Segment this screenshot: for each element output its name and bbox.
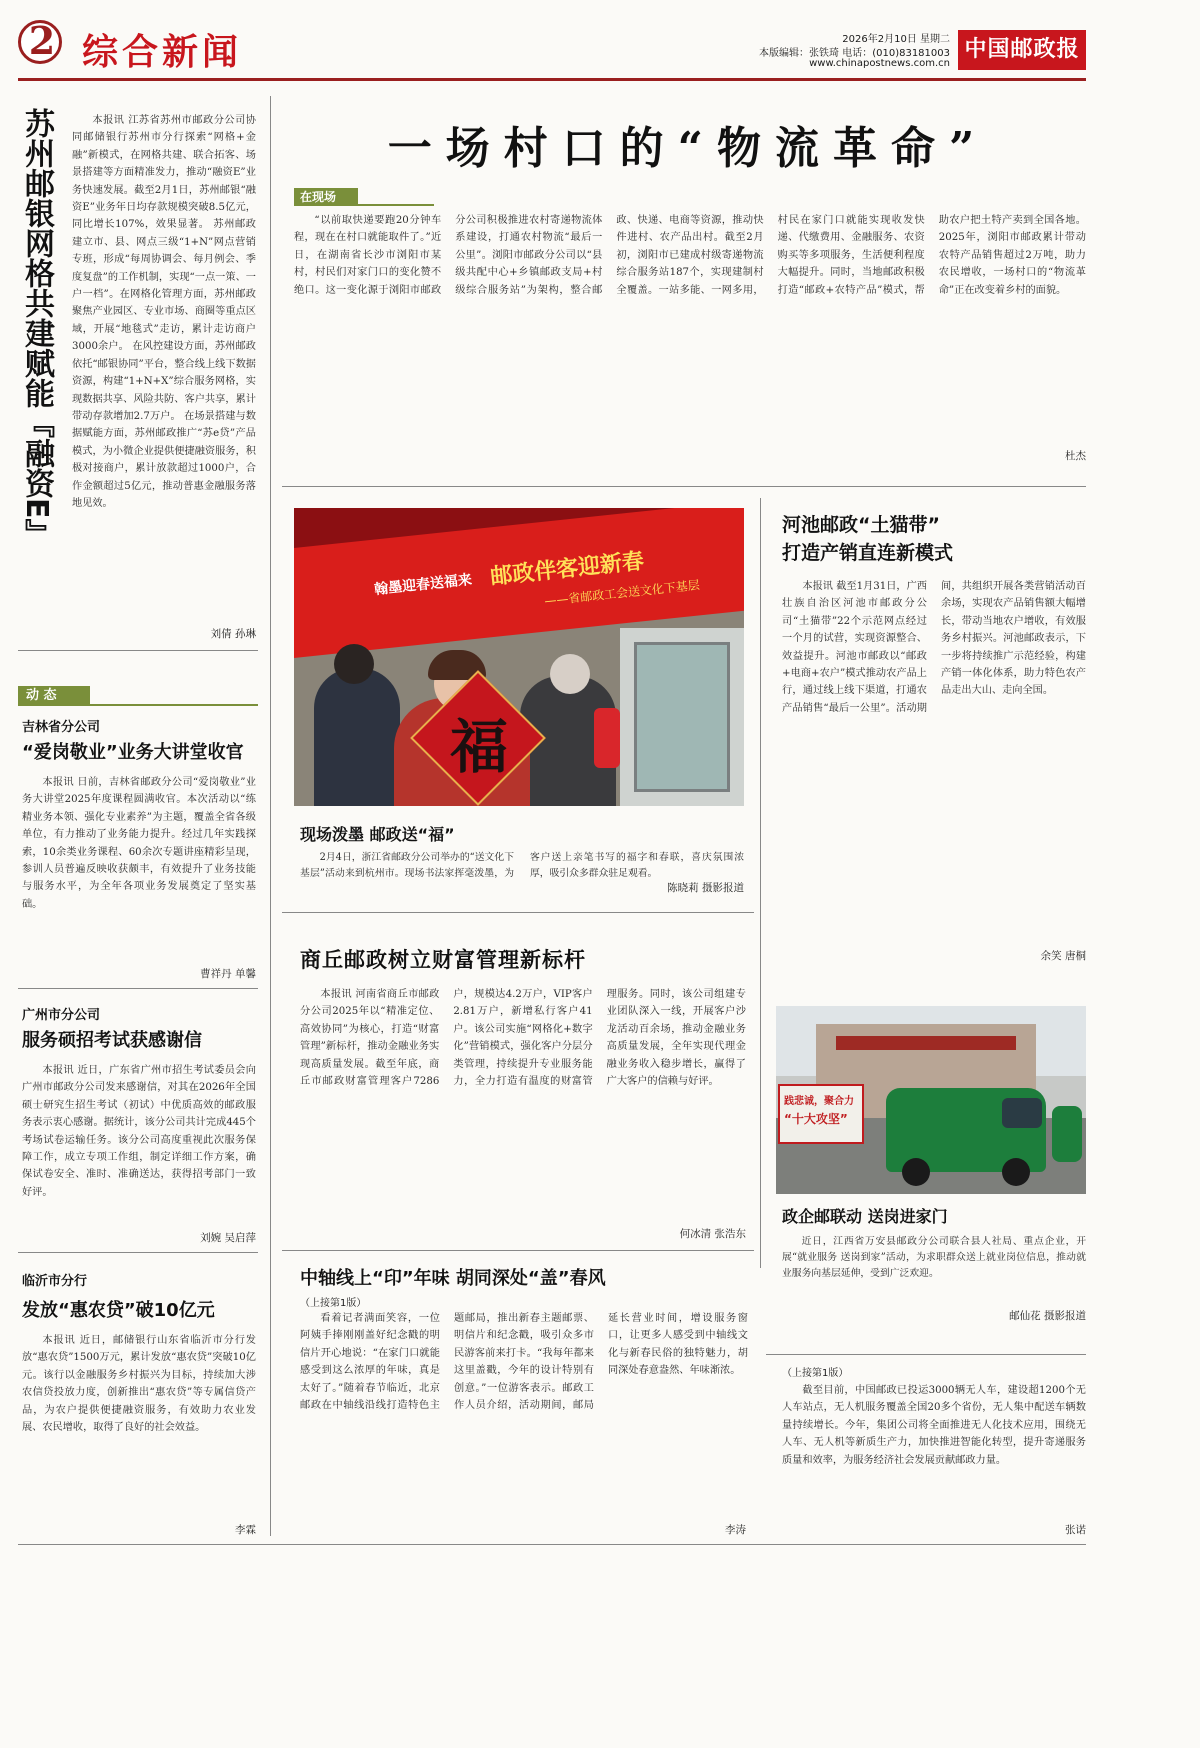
zhongzhou-kicker: （上接第1版） — [300, 1298, 367, 1309]
suzhou-byline: 刘倩 孙琳 — [210, 628, 256, 640]
guangzhou-byline: 刘婉 吴启萍 — [200, 1232, 256, 1244]
website: www.chinapostnews.com.cn — [809, 58, 950, 69]
zhongzhou-headline: 中轴线上“印”年味 胡同深处“盖”春风 — [300, 1268, 606, 1289]
jilin-body: 本报讯 日前，吉林省邮政分公司“爱岗敬业”业务大讲堂2025年度课程圆满收官。本次活动以“练精业务本领、强化专业素养”为主题，覆盖全省各级单位，有力推动了业务能力提升。经过几年实践探索，10余类业务课程、60余次专题讲座精彩呈现，参训人员普遍反映收获颇丰，有效提升了业务技能与服务水平，为全年各项业务发展奠定了坚实基础。 — [22, 777, 256, 910]
banner-text: 邮政伴客迎新春 — [489, 549, 646, 590]
photo-fu-event — [294, 508, 744, 806]
linyi-org: 临沂市分行 — [22, 1274, 88, 1289]
editor-line: 本版编辑：张铁琦 电话：(010)83181003 — [759, 48, 950, 59]
divider — [282, 912, 754, 913]
banner-small-text: 翰墨迎春送福来 — [373, 571, 473, 599]
zhongzhou-body: 看着记者满面笑容，一位阿姨手捧刚刚盖好纪念戳的明信片开心地说：“在家门口就能感受到这么浓厚的年味，真是太好了。”随着春节临近，北京邮政在中轴线沿线打造特色主题邮局，推出新春主题邮票、明信片和纪念戳，吸引众多市民游客前来打卡。“我每年都来这里盖戳，今年的设计特别有创意。”一位游客表示。邮政工作人员介绍，活动期间，邮局延长营业时间，增设服务窗口，让更多人感受到中轴线文化与新春民俗的独特魅力，胡同深处春意盎然、年味渐浓。 — [300, 1313, 748, 1412]
bottomright-kicker: （上接第1版） — [782, 1368, 849, 1379]
lead-body: “以前取快递要跑20分钟车程，现在在村口就能取件了。”近日，在湖南省长沙市浏阳市某村，村民们对家门口的变化赞不绝口。这一变化源于浏阳市邮政分公司积极推进农村寄递物流体系建设，打通农村物流“最后一公里”。浏阳市邮政分公司以“县级共配中心+乡镇邮政支局+村级综合服务站”为架构，整合邮政、快递、电商等资源，推动快件进村、农产品出村。截至2月初，浏阳市已建成村级寄递物流综合服务站187个，实现建制村全覆盖。一站多能、一网多用，村民在家门口就能实现收发快递、代缴费用、金融服务、农资购买等多项服务，生活便利程度大幅提升。同时，当地邮政积极打造“邮政+农特产品”模式，帮助农户把土特产卖到全国各地。2025年，浏阳市邮政累计带动农特产品销售超过2万吨，助力农民增收，一场村口的“物流革命”正在改变着乡村的面貌。 — [294, 215, 1086, 296]
zhongzhou-byline: 李涛 — [725, 1524, 746, 1536]
hechi-body: 本报讯 截至1月31日，广西壮族自治区河池市邮政分公司“土猫带”22个示范网点经过一个月的试营，实现资源整合、效益提升。河池市邮政以“邮政+电商+农户”模式推动农产品上行，通过线上线下渠道，打通农产品销售“最后一公里”。活动期间，共组织开展各类营销活动百余场，实现农产品销售额大幅增长，带动当地农户增收，有效服务乡村振兴。河池邮政表示，下一步将持续推广示范经验，构建产销一体化体系，助力特色农产品走出大山、走向全国。 — [782, 581, 1086, 714]
photo1-caption-body: 2月4日，浙江省邮政分公司举办的“送文化下基层”活动来到杭州市。现场书法家挥毫泼墨，为客户送上亲笔书写的福字和春联，喜庆氛围浓厚，吸引众多群众驻足观看。 — [300, 852, 744, 879]
linyi-title: 发放“惠农贷”破10亿元 — [22, 1300, 215, 1321]
column-divider — [760, 498, 761, 1268]
jilin-title: “爱岗敬业”业务大讲堂收官 — [22, 742, 244, 763]
guangzhou-org: 广州市分公司 — [22, 1008, 101, 1023]
dongtai-tab: 动 态 — [18, 686, 90, 706]
guangzhou-body: 本报讯 近日，广东省广州市招生考试委员会向广州市邮政分公司发来感谢信，对其在2026年全国硕士研究生招生考试（初试）中优质高效的邮政服务表示衷心感谢。据统计，该分公司共计完成445个考场试卷运输任务。该分公司高度重视此次服务保障工作，成立专项工作组，制定详细工作方案，确保试卷安全、准时、准确送达，获得招考部门一致好评。 — [22, 1065, 256, 1198]
column-divider — [270, 96, 271, 1536]
photo2-caption-body: 近日，江西省万安县邮政分公司联合县人社局、重点企业，开展“就业服务 送岗到家”活动，为求职群众送上就业岗位信息，推动就业服务向基层延伸，受到广泛欢迎。 — [782, 1236, 1086, 1279]
banner-text: 践悲诚，聚合力 — [784, 1096, 854, 1107]
suzhou-headline: 苏州邮银网格共建赋能『融资E』 — [19, 108, 54, 549]
fu-character: 福 — [449, 713, 508, 781]
footer-rule — [18, 1544, 1086, 1545]
jilin-org: 吉林省分公司 — [22, 720, 101, 735]
linyi-byline: 李霖 — [235, 1524, 256, 1536]
header-rule — [18, 78, 1086, 81]
divider — [18, 1252, 258, 1253]
page-number: 2 — [28, 18, 56, 63]
lead-headline: 一场村口的“物流革命” — [387, 123, 989, 174]
dongtai-tab-rule — [18, 704, 258, 706]
bottomright-body: 截至目前，中国邮政已投运3000辆无人车，建设超1200个无人车站点，无人机服务覆盖全国20多个省份，无人集中配送车辆数量持续增长。今年，集团公司将全面推进无人化技术应用，围绕无人车、无人机等新质生产力，加快推进智能化转型，提升寄递服务质量和效率，为服务经济社会发展贡献邮政力量。 — [782, 1385, 1086, 1466]
photo1-caption-title: 现场泼墨 邮政送“福” — [300, 825, 455, 844]
banner-subtext: “十大攻坚” — [784, 1112, 848, 1126]
hechi-title-line1: 河池邮政“土猫带” — [782, 514, 940, 536]
shangqiu-headline: 商丘邮政树立财富管理新标杆 — [300, 948, 586, 972]
lead-tag-rule — [294, 204, 434, 206]
linyi-body: 本报讯 近日，邮储银行山东省临沂市分行发放“惠农贷”1500万元，累计发放“惠农贷”突破10亿元。该行以金融服务乡村振兴为目标，持续加大涉农信贷投放力度，创新推出“惠农贷”等专属信贷产品，为农户提供便捷融资服务，有效助力农业发展、农民增收，取得了良好的社会效益。 — [22, 1335, 256, 1434]
banner-subtext: ——省邮政工会送文化下基层 — [543, 577, 701, 609]
photo2-byline: 邮仙花 摄影报道 — [1009, 1310, 1086, 1322]
divider — [282, 1250, 754, 1251]
divider — [282, 486, 1086, 487]
photo1-byline: 陈晓莉 摄影报道 — [667, 882, 744, 894]
hechi-byline: 余笑 唐桐 — [1040, 950, 1086, 962]
suzhou-body: 本报讯 江苏省苏州市邮政分公司协同邮储银行苏州市分行探索“网格+金融”新模式，在网格共建、联合拓客、场景搭建等方面精准发力，推动“融资E”业务快速发展。截至2月1日，苏州邮银“融资E”业务年日均存款规模突破8.5亿元，同比增长107%，效果显著。 苏州邮政建立市、县、网点三级“1+N”网点营销专班，形成“每周协调会、每月例会、季度复盘”的工作机制，实现“一点一策、一户一档”。在网格化管理方面，苏州邮政聚焦产业园区、专业市场、商圈等重点区域，开展“地毯式”走访，累计走访商户3000余户。 在风控建设方面，苏州邮政依托“邮银协同”平台，整合线上线下数据资源，构建“1+N+X”综合服务网格，实现数据共享、风险共防、客户共享，累计带动存款增加2.7万户。 在场景搭建与数据赋能方面，苏州邮政推广“苏e贷”产品模式，为小微企业提供便捷融资服务，积极对接商户，累计放款超过1000户，合作金额超过5亿元，推动普惠金融服务落地见效。 — [72, 115, 256, 509]
shangqiu-body: 本报讯 河南省商丘市邮政分公司2025年以“精准定位、高效协同”为核心，打造“财富管理”新标杆，推动金融业务实现高质量发展。截至年底，商丘市邮政财富管理客户7286户，规模达4.2万户，VIP客户2.81万户，新增私行客户41户。该公司实施“网格化+数字化”营销模式，强化客户分层分类管理，持续提升专业服务能力，全力打造有温度的财富管理服务。同时，该公司组建专业团队深入一线，开展客户沙龙活动百余场，推动金融业务高质量发展，全年实现代理金融业务收入稳步增长，赢得了广大客户的信赖与好评。 — [300, 989, 746, 1088]
lead-byline: 杜杰 — [1065, 450, 1086, 462]
divider — [18, 988, 258, 989]
photo-job-fair-van — [776, 1006, 1086, 1194]
date-line: 2026年2月10日 星期二 — [842, 34, 950, 45]
photo2-caption-title: 政企邮联动 送岗进家门 — [782, 1207, 948, 1226]
divider — [766, 1354, 1086, 1355]
jilin-byline: 曹祥丹 单馨 — [200, 968, 256, 980]
divider — [18, 650, 258, 651]
section-title: 综合新闻 — [82, 32, 243, 73]
hechi-title-line2: 打造产销直连新模式 — [782, 542, 954, 564]
shangqiu-byline: 何冰清 张浩东 — [679, 1228, 746, 1240]
masthead-logo: 中国邮政报 — [958, 30, 1086, 70]
guangzhou-title: 服务硕招考试获感谢信 — [22, 1030, 202, 1051]
bottomright-byline: 张诺 — [1065, 1524, 1086, 1536]
lead-tag: 在现场 — [294, 188, 358, 206]
